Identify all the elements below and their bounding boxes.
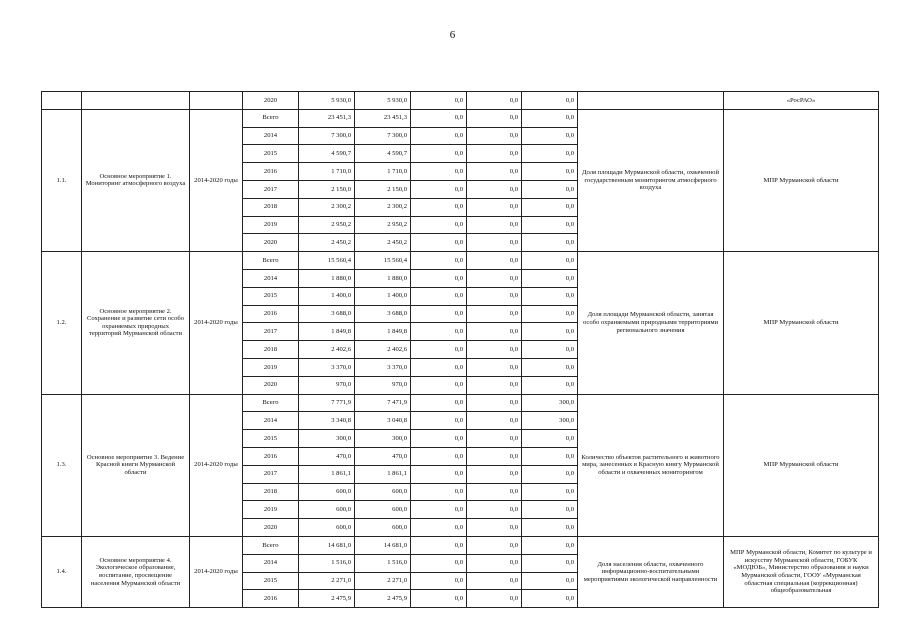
year-cell: 2017 <box>243 180 299 198</box>
value-cell: 0,0 <box>411 216 467 234</box>
value-cell: 0,0 <box>411 305 467 323</box>
indicator-cell: Доля населения области, охваченного информационно-воспитательными мероприятиями экологической направленности <box>578 536 724 607</box>
value-cell: 0,0 <box>522 519 578 537</box>
value-cell: 0,0 <box>467 501 522 519</box>
year-cell: 2019 <box>243 216 299 234</box>
value-cell: 0,0 <box>522 216 578 234</box>
measure-number-cell: 1.3. <box>42 394 82 536</box>
value-cell: 2 402,6 <box>299 341 355 359</box>
value-cell: 0,0 <box>411 252 467 270</box>
value-cell: 7 300,0 <box>299 127 355 145</box>
value-cell: 0,0 <box>467 394 522 412</box>
value-cell: 0,0 <box>467 536 522 554</box>
value-cell: 0,0 <box>467 252 522 270</box>
value-cell: 2 300,2 <box>299 198 355 216</box>
executor-cell: МПР Мурманской области <box>724 394 879 536</box>
value-cell: 0,0 <box>522 501 578 519</box>
value-cell: 600,0 <box>299 519 355 537</box>
value-cell: 0,0 <box>467 465 522 483</box>
value-cell: 0,0 <box>467 483 522 501</box>
executor-cell: «РосРАО» <box>724 92 879 110</box>
value-cell: 0,0 <box>411 109 467 127</box>
value-cell: 1 400,0 <box>299 287 355 305</box>
measure-number-cell: 1.1. <box>42 109 82 251</box>
value-cell: 0,0 <box>522 180 578 198</box>
value-cell: 7 471,9 <box>355 394 411 412</box>
value-cell: 600,0 <box>355 519 411 537</box>
year-cell: 2020 <box>243 92 299 110</box>
measure-number-cell <box>42 92 82 110</box>
value-cell: 0,0 <box>467 145 522 163</box>
indicator-cell: Доля площади Мурманской области, занятая особо охраняемыми природными территориями регионального значения <box>578 252 724 394</box>
year-cell: 2014 <box>243 412 299 430</box>
value-cell: 0,0 <box>411 430 467 448</box>
value-cell: 970,0 <box>355 376 411 394</box>
value-cell: 0,0 <box>467 554 522 572</box>
value-cell: 0,0 <box>467 358 522 376</box>
value-cell: 1 710,0 <box>355 163 411 181</box>
value-cell: 3 370,0 <box>355 358 411 376</box>
value-cell: 0,0 <box>467 519 522 537</box>
value-cell: 15 560,4 <box>299 252 355 270</box>
value-cell: 600,0 <box>299 483 355 501</box>
measure-name-cell: Основное мероприятие 4. Экологическое образование, воспитание, просвещение населения Мурманской области <box>82 536 190 607</box>
value-cell: 0,0 <box>467 180 522 198</box>
table-row <box>42 252 879 270</box>
value-cell: 0,0 <box>467 198 522 216</box>
page-number: 6 <box>449 29 456 41</box>
value-cell: 0,0 <box>467 234 522 252</box>
period-cell: 2014-2020 годы <box>190 109 243 251</box>
value-cell: 2 271,0 <box>355 572 411 590</box>
value-cell: 4 590,7 <box>355 145 411 163</box>
year-cell: Всего <box>243 536 299 554</box>
value-cell: 0,0 <box>522 376 578 394</box>
measure-name-cell: Основное мероприятие 3. Ведение Красной книги Мурманской области <box>82 394 190 536</box>
value-cell: 2 450,2 <box>299 234 355 252</box>
table-row <box>42 394 879 412</box>
value-cell: 0,0 <box>467 287 522 305</box>
value-cell: 0,0 <box>467 590 522 608</box>
value-cell: 300,0 <box>522 394 578 412</box>
value-cell: 0,0 <box>522 323 578 341</box>
value-cell: 0,0 <box>522 127 578 145</box>
value-cell: 1 880,0 <box>299 269 355 287</box>
value-cell: 0,0 <box>411 180 467 198</box>
value-cell: 0,0 <box>522 358 578 376</box>
value-cell: 1 400,0 <box>355 287 411 305</box>
value-cell: 0,0 <box>467 430 522 448</box>
value-cell: 0,0 <box>467 216 522 234</box>
value-cell: 2 300,2 <box>355 198 411 216</box>
year-cell: 2014 <box>243 554 299 572</box>
value-cell: 0,0 <box>467 163 522 181</box>
value-cell: 2 475,9 <box>299 590 355 608</box>
value-cell: 1 849,8 <box>355 323 411 341</box>
value-cell: 600,0 <box>355 501 411 519</box>
value-cell: 0,0 <box>522 305 578 323</box>
period-cell: 2014-2020 годы <box>190 394 243 536</box>
value-cell: 5 930,0 <box>299 92 355 110</box>
year-cell: 2016 <box>243 305 299 323</box>
indicator-cell: Количество объектов растительного и животного мира, занесенных в Красную книгу Мурманской области и охваченных мониторингом <box>578 394 724 536</box>
value-cell: 2 950,2 <box>355 216 411 234</box>
value-cell: 0,0 <box>522 287 578 305</box>
value-cell: 300,0 <box>299 430 355 448</box>
value-cell: 0,0 <box>411 198 467 216</box>
value-cell: 1 710,0 <box>299 163 355 181</box>
year-cell: Всего <box>243 109 299 127</box>
value-cell: 1 861,1 <box>299 465 355 483</box>
year-cell: 2017 <box>243 323 299 341</box>
value-cell: 0,0 <box>467 376 522 394</box>
measure-name-cell: Основное мероприятие 1. Мониторинг атмосферного воздуха <box>82 109 190 251</box>
year-cell: 2017 <box>243 465 299 483</box>
value-cell: 0,0 <box>522 483 578 501</box>
measure-name-cell <box>82 92 190 110</box>
value-cell: 2 150,0 <box>299 180 355 198</box>
year-cell: 2020 <box>243 376 299 394</box>
value-cell: 23 451,3 <box>355 109 411 127</box>
measure-name-cell: Основное мероприятие 2. Сохранение и развитие сети особо охраняемых природных территорий Мурманской области <box>82 252 190 394</box>
period-cell <box>190 92 243 110</box>
value-cell: 0,0 <box>467 572 522 590</box>
value-cell: 3 040,8 <box>355 412 411 430</box>
value-cell: 970,0 <box>299 376 355 394</box>
value-cell: 1 516,0 <box>355 554 411 572</box>
value-cell: 2 475,9 <box>355 590 411 608</box>
value-cell: 0,0 <box>467 323 522 341</box>
value-cell: 3 688,0 <box>299 305 355 323</box>
year-cell: 2014 <box>243 269 299 287</box>
value-cell: 0,0 <box>411 92 467 110</box>
value-cell: 3 688,0 <box>355 305 411 323</box>
year-cell: 2019 <box>243 501 299 519</box>
value-cell: 300,0 <box>355 430 411 448</box>
value-cell: 0,0 <box>522 465 578 483</box>
year-cell: 2018 <box>243 341 299 359</box>
value-cell: 0,0 <box>411 358 467 376</box>
value-cell: 0,0 <box>411 234 467 252</box>
value-cell: 600,0 <box>355 483 411 501</box>
value-cell: 14 681,0 <box>355 536 411 554</box>
value-cell: 0,0 <box>522 252 578 270</box>
value-cell: 2 950,2 <box>299 216 355 234</box>
value-cell: 0,0 <box>522 198 578 216</box>
year-cell: 2016 <box>243 447 299 465</box>
value-cell: 0,0 <box>411 465 467 483</box>
value-cell: 0,0 <box>522 430 578 448</box>
measure-number-cell: 1.4. <box>42 536 82 607</box>
value-cell: 0,0 <box>522 109 578 127</box>
year-cell: 2018 <box>243 198 299 216</box>
value-cell: 0,0 <box>411 269 467 287</box>
value-cell: 0,0 <box>467 412 522 430</box>
value-cell: 3 370,0 <box>299 358 355 376</box>
value-cell: 0,0 <box>522 92 578 110</box>
value-cell: 0,0 <box>467 127 522 145</box>
value-cell: 0,0 <box>411 287 467 305</box>
value-cell: 0,0 <box>467 92 522 110</box>
value-cell: 23 451,3 <box>299 109 355 127</box>
year-cell: Всего <box>243 252 299 270</box>
value-cell: 2 450,2 <box>355 234 411 252</box>
value-cell: 0,0 <box>411 163 467 181</box>
executor-cell: МПР Мурманской области, Комитет по культуре и искусству Мурманской области, ГОБУК «МОДЮБ», Министерство образования и науки Мурманской области, ГООУ «Мурманская областная специальная (коррекционная) общеобразовательная <box>724 536 879 607</box>
value-cell: 0,0 <box>522 536 578 554</box>
indicator-cell: Доля площади Мурманской области, охваченной государственным мониторингом атмосферного воздуха <box>578 109 724 251</box>
value-cell: 0,0 <box>411 483 467 501</box>
value-cell: 0,0 <box>522 234 578 252</box>
year-cell: 2015 <box>243 145 299 163</box>
period-cell: 2014-2020 годы <box>190 536 243 607</box>
value-cell: 300,0 <box>522 412 578 430</box>
value-cell: 1 849,8 <box>299 323 355 341</box>
value-cell: 0,0 <box>411 536 467 554</box>
value-cell: 14 681,0 <box>299 536 355 554</box>
value-cell: 0,0 <box>522 572 578 590</box>
year-cell: 2020 <box>243 519 299 537</box>
value-cell: 0,0 <box>467 341 522 359</box>
value-cell: 0,0 <box>411 554 467 572</box>
measure-number-cell: 1.2. <box>42 252 82 394</box>
year-cell: 2016 <box>243 590 299 608</box>
year-cell: 2018 <box>243 483 299 501</box>
value-cell: 7 771,9 <box>299 394 355 412</box>
value-cell: 0,0 <box>411 127 467 145</box>
value-cell: 4 590,7 <box>299 145 355 163</box>
value-cell: 0,0 <box>467 109 522 127</box>
year-cell: 2020 <box>243 234 299 252</box>
value-cell: 0,0 <box>411 323 467 341</box>
value-cell: 0,0 <box>411 501 467 519</box>
value-cell: 0,0 <box>522 590 578 608</box>
value-cell: 0,0 <box>411 412 467 430</box>
value-cell: 5 930,0 <box>355 92 411 110</box>
value-cell: 0,0 <box>522 269 578 287</box>
value-cell: 0,0 <box>411 376 467 394</box>
year-cell: 2015 <box>243 430 299 448</box>
value-cell: 0,0 <box>467 447 522 465</box>
executor-cell: МПР Мурманской области <box>724 252 879 394</box>
value-cell: 1 516,0 <box>299 554 355 572</box>
value-cell: 0,0 <box>411 519 467 537</box>
period-cell: 2014-2020 годы <box>190 252 243 394</box>
program-budget-table <box>41 91 879 608</box>
value-cell: 1 861,1 <box>355 465 411 483</box>
year-cell: 2014 <box>243 127 299 145</box>
value-cell: 2 271,0 <box>299 572 355 590</box>
value-cell: 0,0 <box>522 163 578 181</box>
year-cell: 2019 <box>243 358 299 376</box>
value-cell: 0,0 <box>522 554 578 572</box>
value-cell: 0,0 <box>411 572 467 590</box>
value-cell: 600,0 <box>299 501 355 519</box>
table-row <box>42 536 879 554</box>
value-cell: 2 150,0 <box>355 180 411 198</box>
value-cell: 0,0 <box>522 447 578 465</box>
executor-cell: МПР Мурманской области <box>724 109 879 251</box>
value-cell: 0,0 <box>522 145 578 163</box>
value-cell: 0,0 <box>411 447 467 465</box>
value-cell: 0,0 <box>411 145 467 163</box>
value-cell: 15 560,4 <box>355 252 411 270</box>
value-cell: 3 340,8 <box>299 412 355 430</box>
year-cell: 2015 <box>243 287 299 305</box>
value-cell: 2 402,6 <box>355 341 411 359</box>
table-row <box>42 109 879 127</box>
year-cell: 2015 <box>243 572 299 590</box>
value-cell: 0,0 <box>411 394 467 412</box>
indicator-cell <box>578 92 724 110</box>
year-cell: Всего <box>243 394 299 412</box>
value-cell: 0,0 <box>411 341 467 359</box>
table-row <box>42 92 879 110</box>
year-cell: 2016 <box>243 163 299 181</box>
value-cell: 470,0 <box>355 447 411 465</box>
value-cell: 0,0 <box>467 269 522 287</box>
value-cell: 1 880,0 <box>355 269 411 287</box>
value-cell: 0,0 <box>522 341 578 359</box>
value-cell: 0,0 <box>411 590 467 608</box>
value-cell: 7 300,0 <box>355 127 411 145</box>
value-cell: 0,0 <box>467 305 522 323</box>
value-cell: 470,0 <box>299 447 355 465</box>
